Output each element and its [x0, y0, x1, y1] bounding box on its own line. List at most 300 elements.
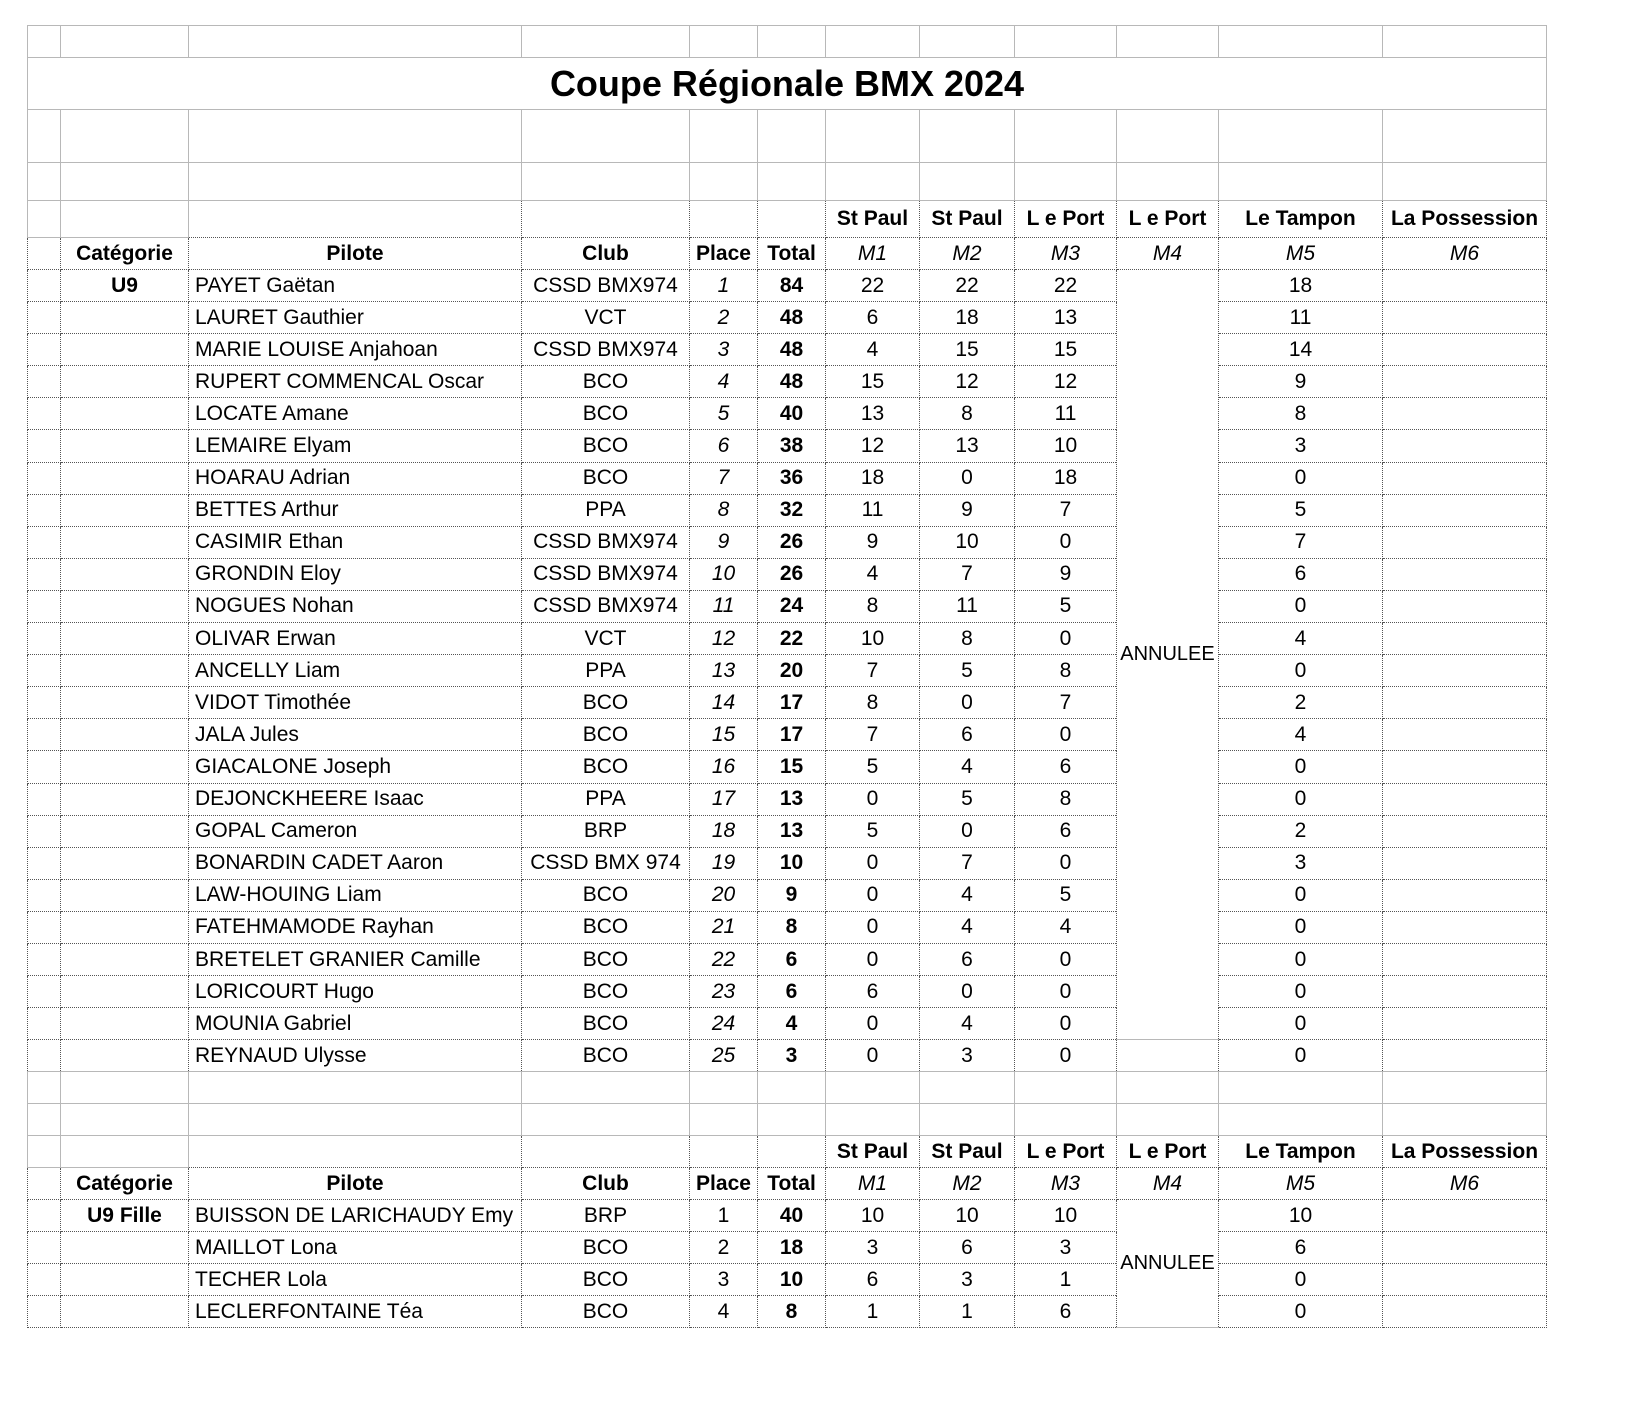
table-row — [28, 1200, 1547, 1232]
pilot-name: LORICOURT Hugo — [189, 976, 522, 1008]
club-name: BCO — [522, 879, 690, 911]
m6-score — [1383, 430, 1547, 462]
empty-cell — [61, 558, 189, 590]
place-value: 9 — [690, 526, 758, 558]
header-total: Total — [758, 1168, 826, 1200]
total-value: 24 — [758, 590, 826, 622]
m2-score: 4 — [920, 751, 1015, 783]
empty-cell — [826, 163, 920, 201]
club-name: BCO — [522, 976, 690, 1008]
category-label: U9 Fille — [61, 1200, 189, 1232]
total-value: 40 — [758, 1200, 826, 1232]
empty-cell — [189, 110, 522, 163]
place-value: 24 — [690, 1008, 758, 1040]
total-value: 8 — [758, 911, 826, 943]
m2-score: 10 — [920, 526, 1015, 558]
m2-score: 1 — [920, 1296, 1015, 1328]
m3-score: 6 — [1015, 751, 1117, 783]
m3-score: 15 — [1015, 334, 1117, 366]
empty-cell — [522, 110, 690, 163]
m2-score: 5 — [920, 783, 1015, 815]
place-value: 5 — [690, 398, 758, 430]
empty-cell — [758, 163, 826, 201]
m3-score: 4 — [1015, 911, 1117, 943]
m3-score: 0 — [1015, 976, 1117, 1008]
empty-cell — [522, 1104, 690, 1136]
venue-header: L e Port — [1117, 201, 1219, 238]
empty-cell — [28, 398, 61, 430]
club-name: PPA — [522, 783, 690, 815]
empty-cell — [522, 26, 690, 58]
empty-cell — [28, 1072, 61, 1104]
empty-cell — [1015, 1104, 1117, 1136]
m5-score: 7 — [1219, 526, 1383, 558]
table-row — [28, 1232, 1547, 1264]
pilot-name: LAURET Gauthier — [189, 302, 522, 334]
venue-header: Le Tampon — [1219, 1136, 1383, 1168]
manche-header: M4 — [1117, 1168, 1219, 1200]
table-row — [28, 879, 1547, 911]
m5-score: 2 — [1219, 815, 1383, 847]
manche-header: M2 — [920, 1168, 1015, 1200]
empty-cell — [61, 1136, 189, 1168]
empty-cell — [61, 719, 189, 751]
venue-header: L e Port — [1015, 201, 1117, 238]
total-value: 48 — [758, 334, 826, 366]
m1-score: 18 — [826, 462, 920, 494]
table-row — [28, 911, 1547, 943]
empty-cell — [28, 110, 61, 163]
m6-score — [1383, 462, 1547, 494]
empty-cell — [758, 201, 826, 238]
m1-score: 6 — [826, 976, 920, 1008]
club-name: BCO — [522, 1232, 690, 1264]
empty-cell — [920, 26, 1015, 58]
m3-score: 10 — [1015, 430, 1117, 462]
empty-cell — [28, 334, 61, 366]
m1-score: 0 — [826, 879, 920, 911]
place-value: 16 — [690, 751, 758, 783]
empty-cell — [61, 302, 189, 334]
empty-cell — [1219, 26, 1383, 58]
table-row — [28, 462, 1547, 494]
m5-score: 0 — [1219, 590, 1383, 622]
m3-score: 13 — [1015, 302, 1117, 334]
empty-cell — [28, 302, 61, 334]
pilot-name: BETTES Arthur — [189, 494, 522, 526]
pilot-name: MARIE LOUISE Anjahoan — [189, 334, 522, 366]
club-name: BRP — [522, 815, 690, 847]
place-value: 2 — [690, 1232, 758, 1264]
venue-header: La Possession — [1383, 201, 1547, 238]
venue-header: St Paul — [826, 201, 920, 238]
m1-score: 0 — [826, 911, 920, 943]
title-row — [28, 58, 1547, 110]
header-place: Place — [690, 238, 758, 270]
empty-cell — [28, 1168, 61, 1200]
m3-score: 0 — [1015, 623, 1117, 655]
header-pilote: Pilote — [189, 238, 522, 270]
m5-score: 9 — [1219, 366, 1383, 398]
empty-cell — [826, 1104, 920, 1136]
club-name: BCO — [522, 1264, 690, 1296]
m5-score: 0 — [1219, 1296, 1383, 1328]
place-value: 13 — [690, 655, 758, 687]
m5-score: 11 — [1219, 302, 1383, 334]
m3-score: 8 — [1015, 783, 1117, 815]
total-value: 20 — [758, 655, 826, 687]
club-name: CSSD BMX974 — [522, 334, 690, 366]
total-value: 6 — [758, 976, 826, 1008]
m5-score: 0 — [1219, 1040, 1383, 1072]
table-row — [28, 815, 1547, 847]
empty-cell — [61, 847, 189, 879]
empty-cell — [61, 751, 189, 783]
pilot-name: GOPAL Cameron — [189, 815, 522, 847]
m2-score: 4 — [920, 879, 1015, 911]
manche-header: M1 — [826, 238, 920, 270]
table-row — [28, 751, 1547, 783]
m2-score: 6 — [920, 1232, 1015, 1264]
m3-score: 22 — [1015, 270, 1117, 302]
empty-cell — [1383, 1072, 1547, 1104]
m4-score — [1117, 1040, 1219, 1072]
table-row — [28, 334, 1547, 366]
empty-cell — [189, 26, 522, 58]
pilot-name: GRONDIN Eloy — [189, 558, 522, 590]
category-label: U9 — [61, 270, 189, 302]
m2-score: 0 — [920, 462, 1015, 494]
club-name: CSSD BMX 974 — [522, 847, 690, 879]
empty-cell — [690, 110, 758, 163]
empty-cell — [61, 26, 189, 58]
m6-score — [1383, 494, 1547, 526]
m2-score: 7 — [920, 558, 1015, 590]
empty-cell — [1015, 26, 1117, 58]
club-name: BCO — [522, 366, 690, 398]
empty-cell — [920, 1072, 1015, 1104]
header-total: Total — [758, 238, 826, 270]
place-value: 18 — [690, 815, 758, 847]
table-row — [28, 1264, 1547, 1296]
empty-cell — [61, 366, 189, 398]
empty-cell — [61, 623, 189, 655]
empty-cell — [28, 26, 61, 58]
club-name: BRP — [522, 1200, 690, 1232]
empty-cell — [758, 1104, 826, 1136]
empty-cell — [61, 655, 189, 687]
pilot-name: JALA Jules — [189, 719, 522, 751]
pilot-name: LAW-HOUING Liam — [189, 879, 522, 911]
empty-cell — [61, 783, 189, 815]
place-value: 20 — [690, 879, 758, 911]
m3-score: 8 — [1015, 655, 1117, 687]
pilot-name: NOGUES Nohan — [189, 590, 522, 622]
m2-score: 3 — [920, 1264, 1015, 1296]
empty-cell — [1015, 1072, 1117, 1104]
pilot-name: LOCATE Amane — [189, 398, 522, 430]
total-value: 84 — [758, 270, 826, 302]
m2-score: 0 — [920, 815, 1015, 847]
manche-header: M1 — [826, 1168, 920, 1200]
total-value: 15 — [758, 751, 826, 783]
m2-score: 7 — [920, 847, 1015, 879]
m5-score: 0 — [1219, 976, 1383, 1008]
m3-score: 0 — [1015, 943, 1117, 975]
club-name: VCT — [522, 302, 690, 334]
place-value: 19 — [690, 847, 758, 879]
empty-cell — [189, 1104, 522, 1136]
m3-score: 0 — [1015, 1008, 1117, 1040]
m6-score — [1383, 1200, 1547, 1232]
column-header-row — [28, 1168, 1547, 1200]
empty-cell — [61, 1040, 189, 1072]
m5-score: 0 — [1219, 1264, 1383, 1296]
club-name: BCO — [522, 1040, 690, 1072]
place-value: 17 — [690, 783, 758, 815]
pilot-name: REYNAUD Ulysse — [189, 1040, 522, 1072]
m6-score — [1383, 719, 1547, 751]
empty-cell — [28, 1200, 61, 1232]
empty-cell — [28, 590, 61, 622]
total-value: 10 — [758, 1264, 826, 1296]
m1-score: 4 — [826, 334, 920, 366]
place-value: 10 — [690, 558, 758, 590]
m1-score: 5 — [826, 751, 920, 783]
empty-cell — [61, 526, 189, 558]
m1-score: 0 — [826, 847, 920, 879]
m5-score: 6 — [1219, 1232, 1383, 1264]
column-header-row — [28, 238, 1547, 270]
empty-cell — [28, 1296, 61, 1328]
manche-header: M3 — [1015, 238, 1117, 270]
total-value: 6 — [758, 943, 826, 975]
m2-score: 6 — [920, 943, 1015, 975]
empty-cell — [28, 430, 61, 462]
table-row — [28, 847, 1547, 879]
empty-cell — [690, 201, 758, 238]
empty-cell — [28, 1264, 61, 1296]
m2-score: 18 — [920, 302, 1015, 334]
empty-cell — [1117, 163, 1219, 201]
empty-cell — [61, 398, 189, 430]
m2-score: 9 — [920, 494, 1015, 526]
m2-score: 0 — [920, 687, 1015, 719]
m1-score: 13 — [826, 398, 920, 430]
club-name: BCO — [522, 1296, 690, 1328]
table-row — [28, 494, 1547, 526]
total-value: 10 — [758, 847, 826, 879]
empty-cell — [61, 943, 189, 975]
club-name: PPA — [522, 655, 690, 687]
m6-score — [1383, 558, 1547, 590]
club-name: VCT — [522, 623, 690, 655]
table-row — [28, 687, 1547, 719]
total-value: 17 — [758, 719, 826, 751]
manche-header: M5 — [1219, 1168, 1383, 1200]
empty-cell — [28, 1136, 61, 1168]
m3-score: 7 — [1015, 494, 1117, 526]
place-value: 3 — [690, 334, 758, 366]
total-value: 8 — [758, 1296, 826, 1328]
club-name: BCO — [522, 911, 690, 943]
m5-score: 5 — [1219, 494, 1383, 526]
m2-score: 13 — [920, 430, 1015, 462]
empty-cell — [28, 494, 61, 526]
m2-score: 5 — [920, 655, 1015, 687]
empty-cell — [61, 590, 189, 622]
table-row — [28, 302, 1547, 334]
table-row — [28, 1296, 1547, 1328]
manche-header: M6 — [1383, 1168, 1547, 1200]
manche-header: M6 — [1383, 238, 1547, 270]
pilot-name: VIDOT Timothée — [189, 687, 522, 719]
place-value: 4 — [690, 366, 758, 398]
empty-cell — [28, 201, 61, 238]
m2-score: 8 — [920, 623, 1015, 655]
m3-score: 12 — [1015, 366, 1117, 398]
m3-score: 11 — [1015, 398, 1117, 430]
m2-score: 22 — [920, 270, 1015, 302]
place-value: 2 — [690, 302, 758, 334]
empty-cell — [522, 1136, 690, 1168]
m6-score — [1383, 590, 1547, 622]
m6-score — [1383, 270, 1547, 302]
table-row — [28, 623, 1547, 655]
header-club: Club — [522, 1168, 690, 1200]
table-row — [28, 719, 1547, 751]
empty-cell — [826, 1072, 920, 1104]
empty-cell — [28, 462, 61, 494]
total-value: 3 — [758, 1040, 826, 1072]
manche-header: M2 — [920, 238, 1015, 270]
m1-score: 11 — [826, 494, 920, 526]
m6-score — [1383, 366, 1547, 398]
place-value: 14 — [690, 687, 758, 719]
spacer-row — [28, 1072, 1547, 1104]
total-value: 40 — [758, 398, 826, 430]
m6-score — [1383, 751, 1547, 783]
m1-score: 5 — [826, 815, 920, 847]
m6-score — [1383, 815, 1547, 847]
pilot-name: BRETELET GRANIER Camille — [189, 943, 522, 975]
empty-cell — [61, 879, 189, 911]
empty-cell — [189, 201, 522, 238]
empty-cell — [61, 1072, 189, 1104]
club-name: CSSD BMX974 — [522, 590, 690, 622]
place-value: 6 — [690, 430, 758, 462]
empty-cell — [920, 1104, 1015, 1136]
m5-score: 0 — [1219, 751, 1383, 783]
total-value: 4 — [758, 1008, 826, 1040]
m5-score: 3 — [1219, 430, 1383, 462]
place-value: 11 — [690, 590, 758, 622]
empty-cell — [28, 976, 61, 1008]
total-value: 38 — [758, 430, 826, 462]
empty-cell — [920, 110, 1015, 163]
total-value: 17 — [758, 687, 826, 719]
empty-cell — [28, 238, 61, 270]
m1-score: 10 — [826, 1200, 920, 1232]
pilot-name: MOUNIA Gabriel — [189, 1008, 522, 1040]
spacer-row — [28, 163, 1547, 201]
header-categorie: Catégorie — [61, 238, 189, 270]
m6-score — [1383, 302, 1547, 334]
m2-score: 3 — [920, 1040, 1015, 1072]
empty-cell — [28, 815, 61, 847]
m3-score: 10 — [1015, 1200, 1117, 1232]
total-value: 22 — [758, 623, 826, 655]
m5-score: 3 — [1219, 847, 1383, 879]
empty-cell — [61, 494, 189, 526]
manche-header: M3 — [1015, 1168, 1117, 1200]
empty-cell — [61, 1104, 189, 1136]
m3-score: 0 — [1015, 1040, 1117, 1072]
empty-cell — [61, 201, 189, 238]
m5-score: 0 — [1219, 783, 1383, 815]
empty-cell — [61, 815, 189, 847]
header-pilote: Pilote — [189, 1168, 522, 1200]
m1-score: 1 — [826, 1296, 920, 1328]
m3-score: 5 — [1015, 590, 1117, 622]
m5-score: 8 — [1219, 398, 1383, 430]
empty-cell — [28, 847, 61, 879]
m6-score — [1383, 687, 1547, 719]
manche-header: M4 — [1117, 238, 1219, 270]
m1-score: 9 — [826, 526, 920, 558]
empty-cell — [61, 976, 189, 1008]
empty-cell — [1219, 110, 1383, 163]
m6-score — [1383, 783, 1547, 815]
place-value: 21 — [690, 911, 758, 943]
spacer-row — [28, 1104, 1547, 1136]
m5-score: 0 — [1219, 462, 1383, 494]
club-name: CSSD BMX974 — [522, 270, 690, 302]
table-row — [28, 655, 1547, 687]
m2-score: 4 — [920, 911, 1015, 943]
m3-score: 1 — [1015, 1264, 1117, 1296]
empty-cell — [1383, 110, 1547, 163]
club-name: BCO — [522, 398, 690, 430]
empty-cell — [61, 163, 189, 201]
empty-cell — [28, 558, 61, 590]
m6-score — [1383, 398, 1547, 430]
empty-cell — [758, 1136, 826, 1168]
pilot-name: BONARDIN CADET Aaron — [189, 847, 522, 879]
place-value: 22 — [690, 943, 758, 975]
m1-score: 15 — [826, 366, 920, 398]
spacer-row — [28, 110, 1547, 163]
total-value: 18 — [758, 1232, 826, 1264]
table-row — [28, 526, 1547, 558]
club-name: BCO — [522, 687, 690, 719]
pilot-name: HOARAU Adrian — [189, 462, 522, 494]
m2-score: 6 — [920, 719, 1015, 751]
club-name: BCO — [522, 943, 690, 975]
m6-score — [1383, 1232, 1547, 1264]
m5-score: 4 — [1219, 719, 1383, 751]
pilot-name: OLIVAR Erwan — [189, 623, 522, 655]
m1-score: 6 — [826, 1264, 920, 1296]
m1-score: 0 — [826, 1008, 920, 1040]
empty-cell — [61, 462, 189, 494]
total-value: 48 — [758, 366, 826, 398]
place-value: 8 — [690, 494, 758, 526]
empty-cell — [522, 201, 690, 238]
m6-score — [1383, 847, 1547, 879]
empty-cell — [28, 655, 61, 687]
m1-score: 8 — [826, 687, 920, 719]
